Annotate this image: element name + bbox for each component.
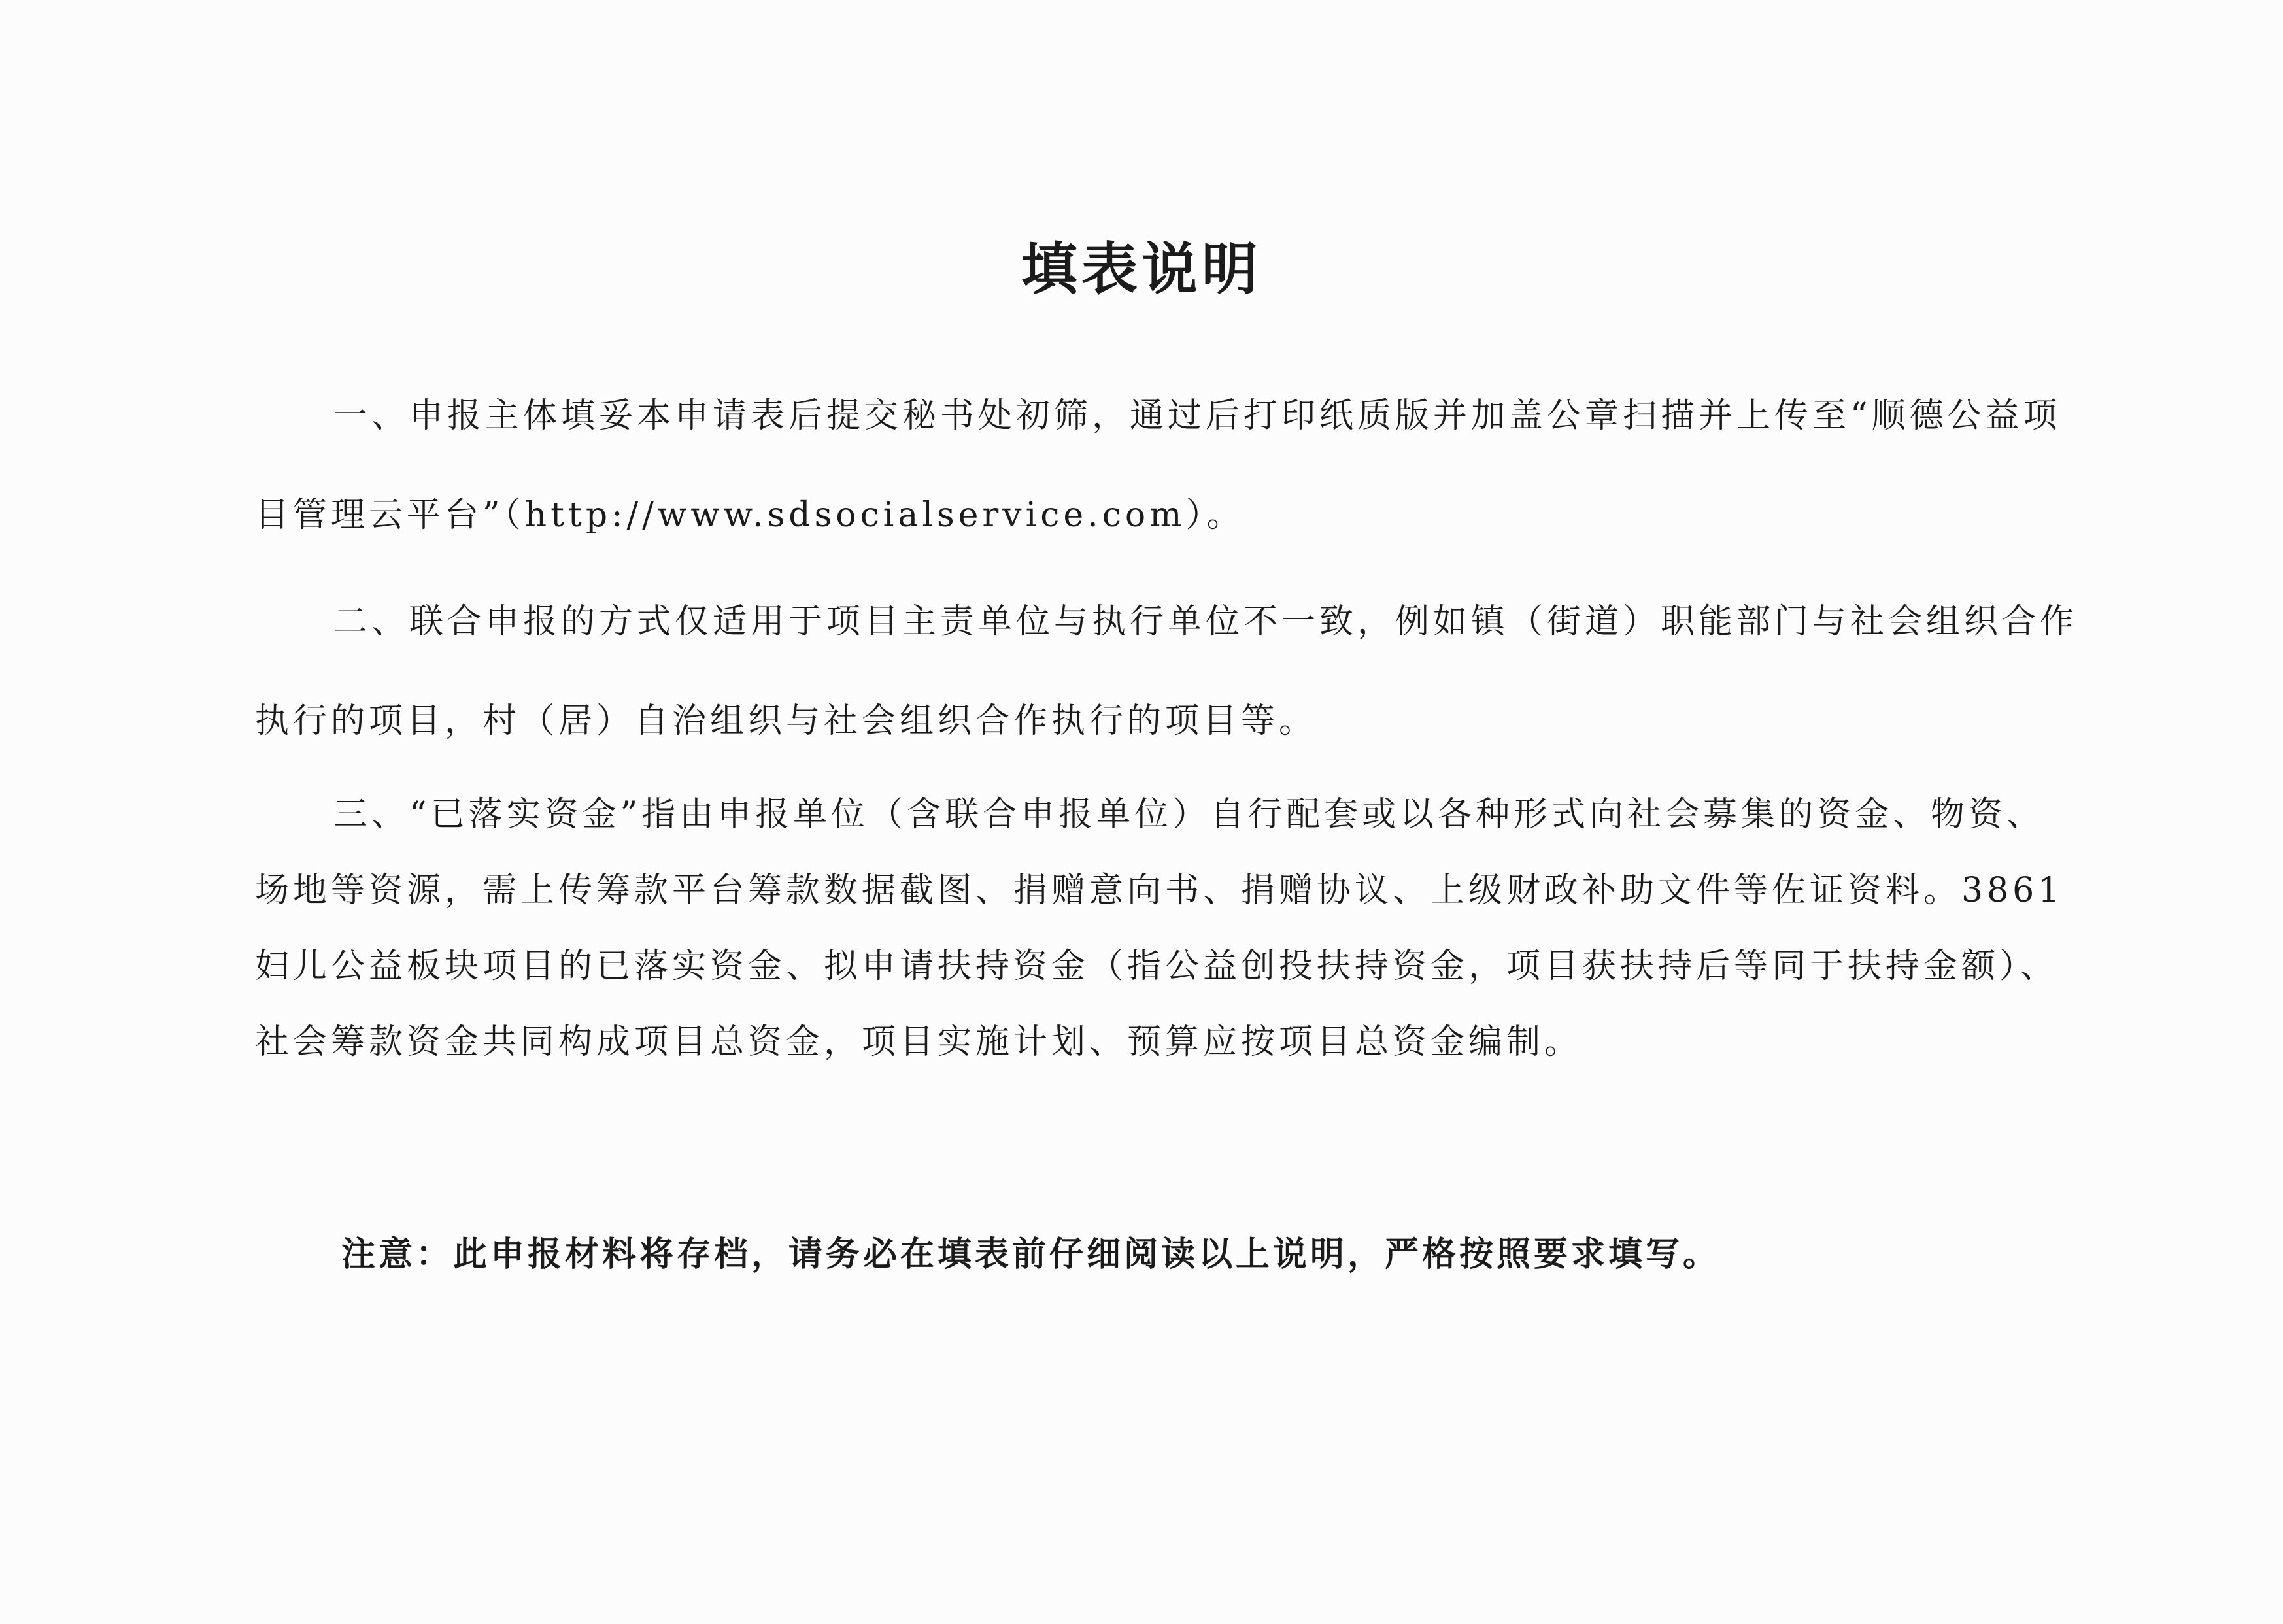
instruction-3-line-2: 场地等资源，需上传筹款平台筹款数据截图、捐赠意向书、捐赠协议、上级财政补助文件等佐证资料。3861 (255, 871, 2064, 910)
instruction-item-1 (255, 392, 2086, 539)
instruction-item-3 (255, 791, 2086, 1066)
instruction-1-line-2: 目管理云平台”（http://www.sdsocialservice.com）。 (255, 496, 1245, 535)
instruction-item-2 (255, 598, 2086, 745)
instruction-1-line-1: 一、申报主体填妥本申请表后提交秘书处初筛，通过后打印纸质版并加盖公章扫描并上传至“顺德公益项 (333, 396, 2061, 435)
instruction-3-line-3: 妇儿公益板块项目的已落实资金、拟申请扶持资金（指公益创投扶持资金，项目获扶持后等同于扶持金额）、 (255, 947, 2059, 986)
instruction-3-line-1: 三、“已落实资金”指由申报单位（含联合申报单位）自行配套或以各种形式向社会募集的资金、物资、 (333, 795, 2045, 834)
instruction-3-line-4: 社会筹款资金共同构成项目总资金，项目实施计划、预算应按项目总资金编制。 (255, 1023, 1583, 1062)
page-title: 填表说明 (1021, 237, 1262, 302)
notice-text: 注意：此申报材料将存档，请务必在填表前仔细阅读以上说明，严格按照要求填写。 (341, 1235, 1721, 1274)
instruction-2-line-1: 二、联合申报的方式仅适用于项目主责单位与执行单位不一致，例如镇（街道）职能部门与社会组织合作 (333, 602, 2078, 641)
instruction-2-line-2: 执行的项目，村（居）自治组织与社会组织合作执行的项目等。 (255, 702, 1317, 741)
